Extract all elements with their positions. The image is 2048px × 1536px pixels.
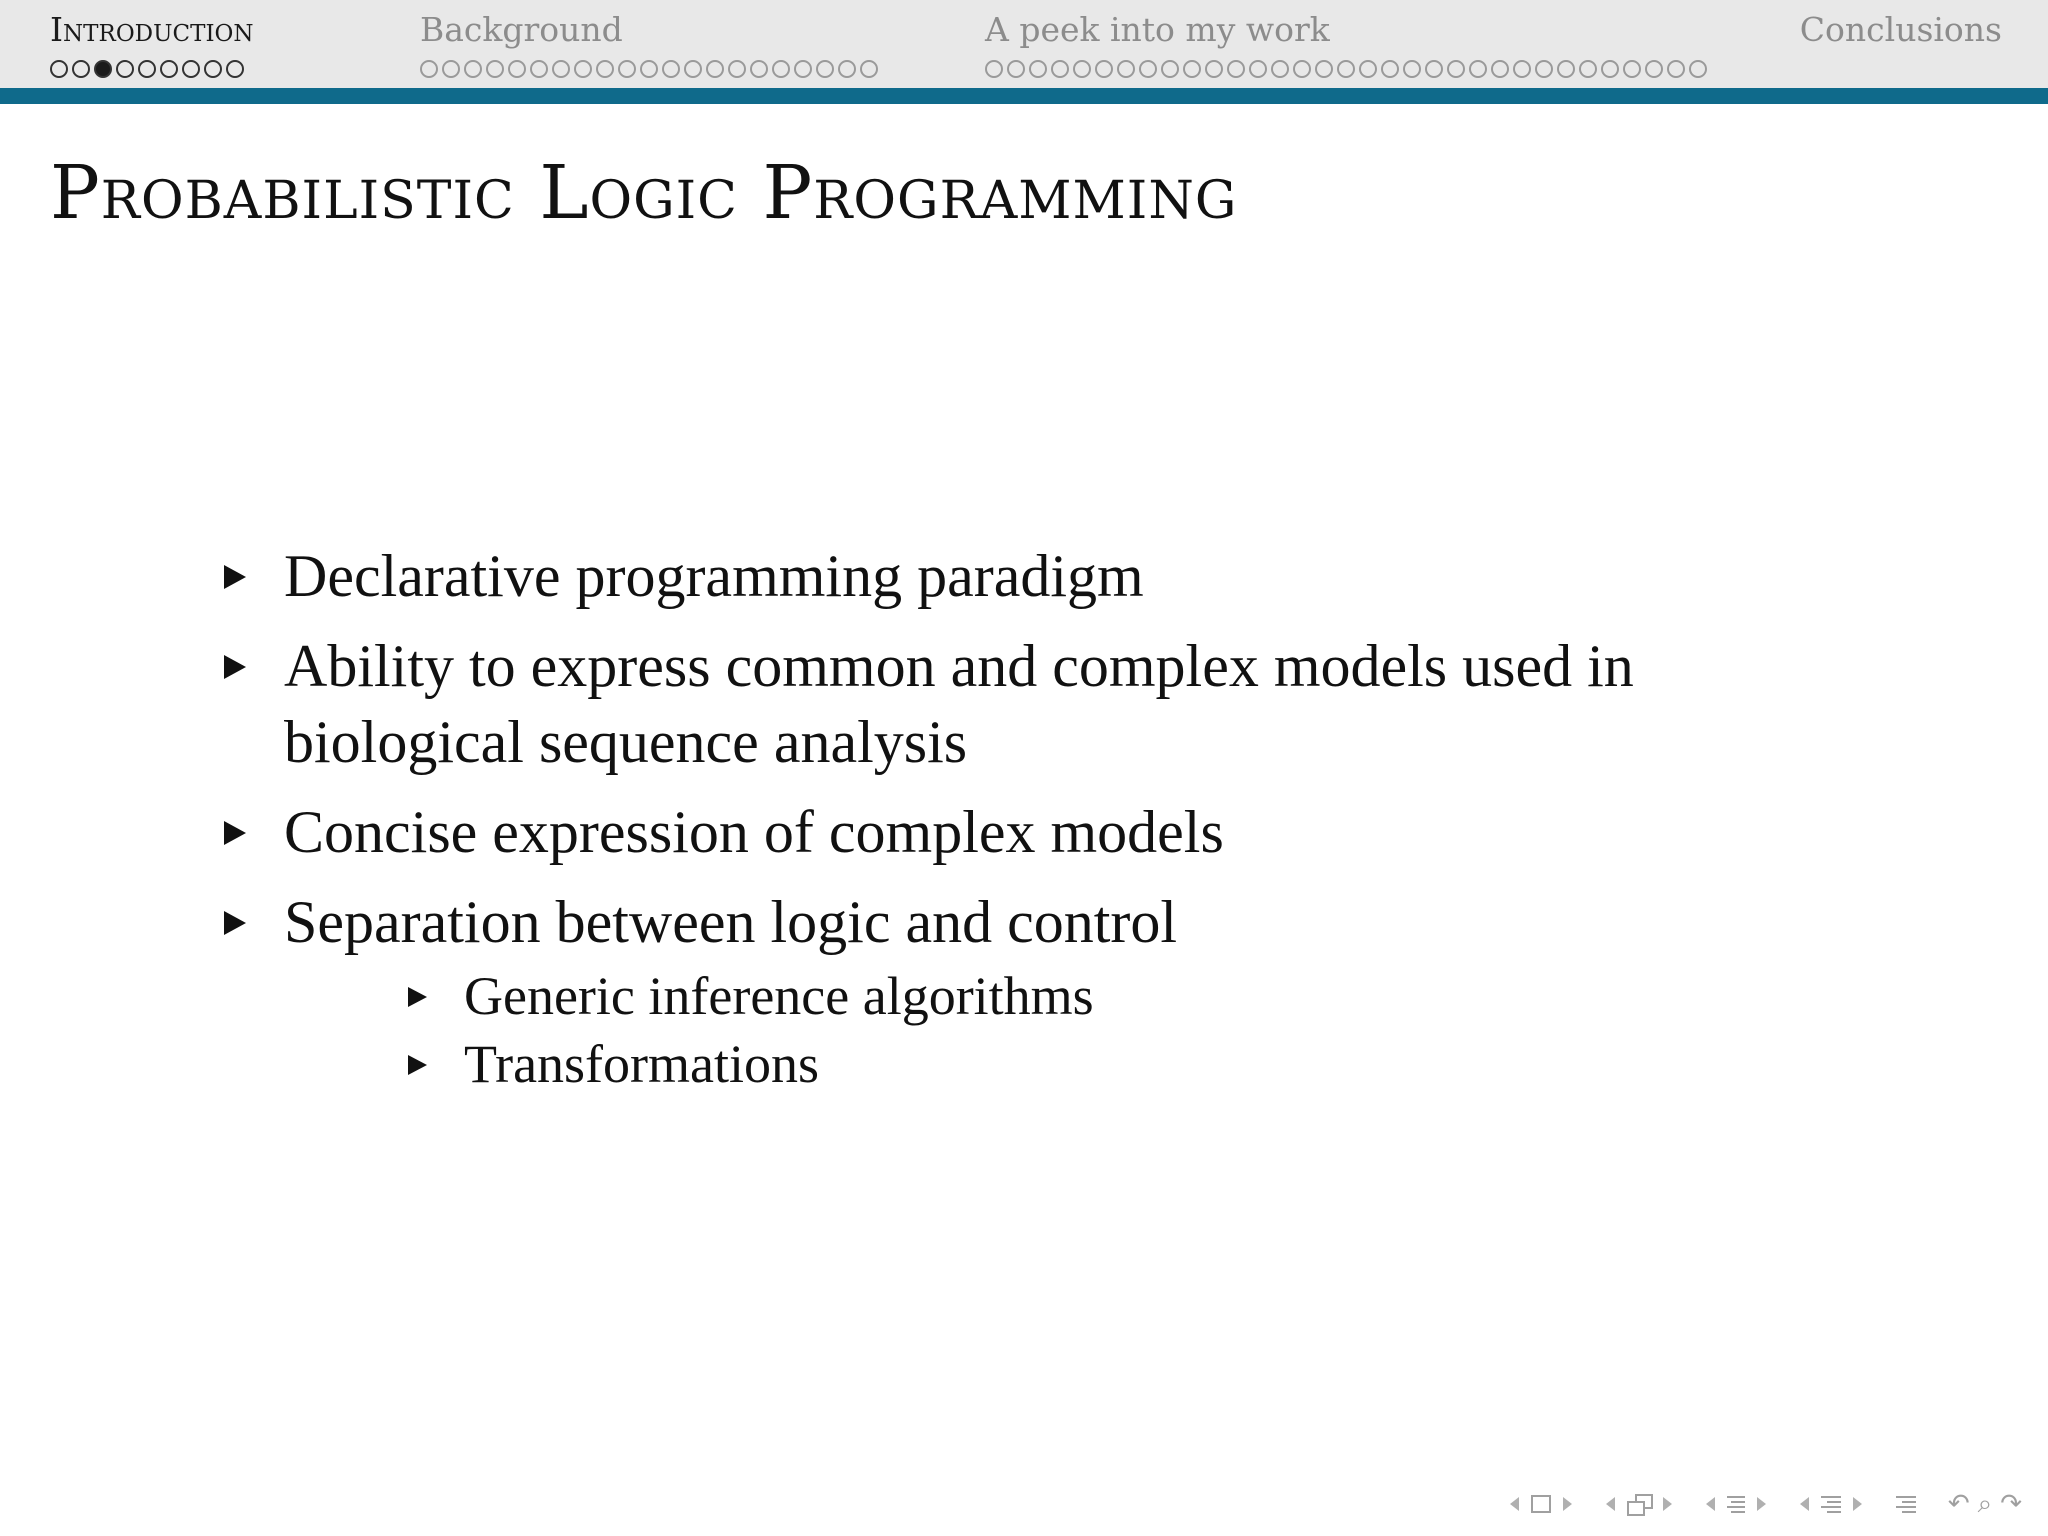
back-icon[interactable]: ↶ xyxy=(1947,1489,1970,1519)
presentation-nav-icon[interactable] xyxy=(1794,1496,1868,1513)
nav-frame-dots xyxy=(985,58,1711,80)
section-icon xyxy=(1727,1496,1745,1513)
next-icon[interactable] xyxy=(1663,1497,1672,1511)
frame-dot[interactable] xyxy=(1359,60,1377,78)
frame-dot[interactable] xyxy=(1029,60,1047,78)
frame-dot[interactable] xyxy=(574,60,592,78)
frame-dot[interactable] xyxy=(750,60,768,78)
frame-dot[interactable] xyxy=(1337,60,1355,78)
frame-dot[interactable] xyxy=(1557,60,1575,78)
previous-icon[interactable] xyxy=(1606,1497,1615,1511)
frame-dot[interactable] xyxy=(464,60,482,78)
frame-dot[interactable] xyxy=(1205,60,1223,78)
frame-dot[interactable] xyxy=(860,60,878,78)
bullet-item xyxy=(218,538,1838,614)
frame-dot[interactable] xyxy=(420,60,438,78)
frame-dot[interactable] xyxy=(552,60,570,78)
frame-dot[interactable] xyxy=(1469,60,1487,78)
bullet-arrow-icon xyxy=(224,565,246,589)
bullet-arrow-icon xyxy=(224,821,246,845)
frame-dot[interactable] xyxy=(728,60,746,78)
nav-section-background[interactable] xyxy=(420,8,882,80)
frame-dot[interactable] xyxy=(72,60,90,78)
frame-dot[interactable] xyxy=(985,60,1003,78)
frame-nav-icon[interactable] xyxy=(1504,1495,1578,1513)
frame-dot[interactable] xyxy=(1073,60,1091,78)
frame-dot[interactable] xyxy=(618,60,636,78)
frame-dot[interactable] xyxy=(1271,60,1289,78)
frame-dot[interactable] xyxy=(94,60,112,78)
frame-dot[interactable] xyxy=(1689,60,1707,78)
frame-dot[interactable] xyxy=(1403,60,1421,78)
bullet-text: Separation between logic and control xyxy=(284,889,1178,955)
frame-dot[interactable] xyxy=(1161,60,1179,78)
frame-dot[interactable] xyxy=(1315,60,1333,78)
frame-dot[interactable] xyxy=(116,60,134,78)
forward-icon[interactable]: ↷ xyxy=(2000,1489,2022,1519)
frame-dot[interactable] xyxy=(1117,60,1135,78)
frame-dot[interactable] xyxy=(772,60,790,78)
back-search-forward-icon[interactable] xyxy=(1944,1490,2026,1518)
frame-dot[interactable] xyxy=(442,60,460,78)
nav-section-peek-into-my-work[interactable] xyxy=(985,8,1711,80)
previous-icon[interactable] xyxy=(1800,1497,1809,1511)
next-icon[interactable] xyxy=(1563,1497,1572,1511)
frame-dot[interactable] xyxy=(1007,60,1025,78)
frame-dot[interactable] xyxy=(226,60,244,78)
bullet-text: Declarative programming paradigm xyxy=(284,543,1144,609)
next-icon[interactable] xyxy=(1757,1497,1766,1511)
frame-dot[interactable] xyxy=(794,60,812,78)
subsection-icon xyxy=(1627,1494,1651,1514)
nav-frame-dots xyxy=(50,58,254,80)
sub-bullet-item xyxy=(408,962,1838,1030)
bullet-item xyxy=(218,884,1838,1098)
next-icon[interactable] xyxy=(1853,1497,1862,1511)
frame-dot[interactable] xyxy=(1645,60,1663,78)
frame-dot[interactable] xyxy=(816,60,834,78)
frame-dot[interactable] xyxy=(1447,60,1465,78)
nav-section-title[interactable]: Conclusions xyxy=(1799,10,2002,49)
outline-lines-icon xyxy=(1896,1496,1916,1513)
beamer-navigation-symbols xyxy=(1482,1490,2026,1518)
frame-dot[interactable] xyxy=(1381,60,1399,78)
frame-dot[interactable] xyxy=(662,60,680,78)
section-nav-icon[interactable] xyxy=(1700,1496,1772,1513)
presentation-icon xyxy=(1821,1496,1841,1513)
frame-dot[interactable] xyxy=(1293,60,1311,78)
frame-dot[interactable] xyxy=(1183,60,1201,78)
section-navigation-bar xyxy=(0,0,2048,88)
frame-dot[interactable] xyxy=(138,60,156,78)
nav-section-introduction[interactable] xyxy=(50,8,254,80)
frame-dot[interactable] xyxy=(1139,60,1157,78)
bullet-text: Ability to express common and complex models used in biological sequence analysis xyxy=(284,633,1634,775)
bullet-item xyxy=(218,794,1838,870)
frame-dot[interactable] xyxy=(838,60,856,78)
nav-section-conclusions[interactable] xyxy=(1800,8,2002,52)
frame-dot[interactable] xyxy=(1667,60,1685,78)
frame-dot[interactable] xyxy=(530,60,548,78)
nav-frame-dots xyxy=(420,58,882,80)
sub-bullet-text: Transformations xyxy=(464,1034,820,1094)
bullet-text: Concise expression of complex models xyxy=(284,799,1224,865)
frame-dot[interactable] xyxy=(508,60,526,78)
previous-icon[interactable] xyxy=(1510,1497,1519,1511)
nav-section-title[interactable]: A peek into my work xyxy=(985,10,1330,49)
frame-dot[interactable] xyxy=(1425,60,1443,78)
frame-dot[interactable] xyxy=(50,60,68,78)
frame-dot[interactable] xyxy=(1601,60,1619,78)
search-icon[interactable]: ⌕ xyxy=(1977,1489,1993,1519)
sub-bullet-text: Generic inference algorithms xyxy=(464,966,1094,1026)
frame-dot[interactable] xyxy=(1579,60,1597,78)
bullet-arrow-icon xyxy=(224,911,246,935)
sub-bullet-list xyxy=(284,962,1838,1098)
frame-dot[interactable] xyxy=(1623,60,1641,78)
frame-dot[interactable] xyxy=(1051,60,1069,78)
frame-dot[interactable] xyxy=(1491,60,1509,78)
bullet-item xyxy=(218,628,1838,780)
bullet-list xyxy=(218,538,1838,1112)
frame-dot[interactable] xyxy=(684,60,702,78)
frame-dot[interactable] xyxy=(1513,60,1531,78)
frame-dot[interactable] xyxy=(1227,60,1245,78)
frame-icon xyxy=(1531,1495,1551,1513)
nav-section-title[interactable]: Introduction xyxy=(50,10,254,49)
frame-dot[interactable] xyxy=(204,60,222,78)
bullet-arrow-icon xyxy=(224,655,246,679)
outline-icon[interactable] xyxy=(1890,1496,1922,1513)
sub-bullet-arrow-icon xyxy=(408,987,427,1007)
frame-dot[interactable] xyxy=(182,60,200,78)
subsection-nav-icon[interactable] xyxy=(1600,1494,1678,1514)
frame-dot[interactable] xyxy=(640,60,658,78)
frame-dot[interactable] xyxy=(1095,60,1113,78)
previous-icon[interactable] xyxy=(1706,1497,1715,1511)
nav-section-title[interactable]: Background xyxy=(420,10,623,49)
frame-dot[interactable] xyxy=(160,60,178,78)
frame-dot[interactable] xyxy=(706,60,724,78)
frame-title: Probabilistic Logic Programming xyxy=(50,150,1238,236)
header-rule xyxy=(0,88,2048,104)
frame-dot[interactable] xyxy=(486,60,504,78)
frame-dot[interactable] xyxy=(1249,60,1267,78)
sub-bullet-arrow-icon xyxy=(408,1055,427,1075)
frame-dot[interactable] xyxy=(596,60,614,78)
frame-dot[interactable] xyxy=(1535,60,1553,78)
sub-bullet-item xyxy=(408,1030,1838,1098)
